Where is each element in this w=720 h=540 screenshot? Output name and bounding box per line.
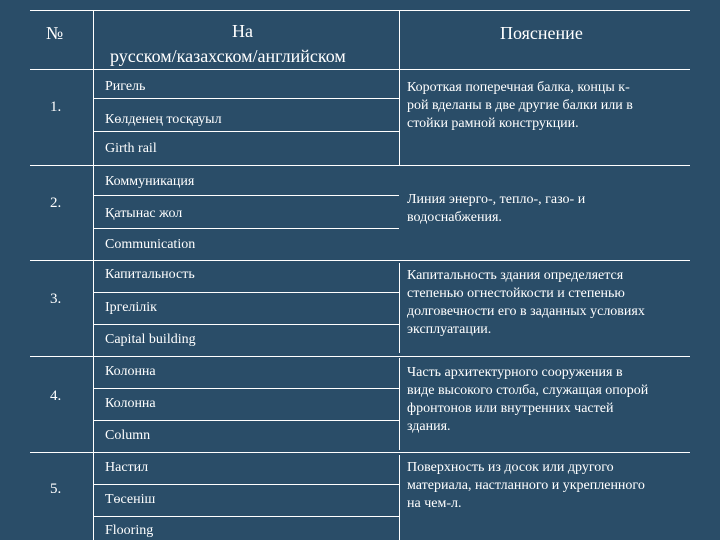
term-russian: Колонна: [105, 364, 156, 379]
term-kazakh: Көлденең тосқауыл: [105, 112, 222, 127]
term-russian: Настил: [105, 460, 149, 475]
header-term-line2: русском/казахском/английском: [110, 46, 346, 66]
term-russian: Ригель: [105, 79, 146, 94]
row-number: 1.: [50, 99, 62, 115]
explanation-text: Капитальность здания определяется степенью огнестойкости и степенью долговечности его в заданных условиях эксплуатации.: [407, 268, 645, 337]
term-kazakh: Төсеніш: [105, 492, 156, 507]
term-kazakh: Қатынас жол: [105, 206, 183, 221]
row-divider: [30, 452, 690, 453]
column-divider-terms: [399, 263, 400, 353]
row-divider: [94, 484, 399, 485]
header-explanation: Пояснение: [500, 23, 583, 43]
row-divider: [94, 195, 399, 196]
row-divider: [94, 516, 399, 517]
row-divider: [94, 388, 399, 389]
explanation-text: Линия энерго-, тепло-, газо- и водоснабжения.: [407, 192, 586, 225]
column-divider-terms: [399, 10, 400, 165]
row-number: 3.: [50, 291, 62, 307]
row-divider: [30, 165, 690, 166]
column-divider-terms: [399, 358, 400, 450]
term-english: Column: [105, 428, 151, 443]
row-divider: [94, 228, 399, 229]
term-kazakh: Колонна: [105, 396, 156, 411]
column-divider-num: [93, 10, 94, 540]
header-divider: [30, 69, 690, 70]
term-russian: Капитальность: [105, 267, 195, 282]
row-divider: [94, 98, 399, 99]
term-kazakh: Іргелілік: [105, 300, 157, 315]
term-english: Capital building: [105, 332, 196, 347]
row-number: 2.: [50, 195, 62, 211]
column-divider-terms: [399, 455, 400, 540]
term-english: Communication: [105, 237, 196, 252]
row-divider: [94, 131, 399, 132]
row-divider: [94, 420, 399, 421]
row-divider: [30, 356, 690, 357]
term-english: Girth rail: [105, 141, 157, 156]
term-russian: Коммуникация: [105, 174, 195, 189]
explanation-text: Часть архитектурного сооружения в виде высокого столба, служащая опорой фронтонов или внутренних частей здания.: [407, 365, 649, 434]
row-divider: [94, 324, 399, 325]
header-term-line1: На: [232, 21, 253, 41]
row-number: 4.: [50, 388, 62, 404]
row-number: 5.: [50, 481, 62, 497]
row-divider: [30, 260, 690, 261]
term-english: Flooring: [105, 523, 154, 538]
table-border-top: [30, 10, 690, 11]
explanation-text: Короткая поперечная балка, концы к- рой вделаны в две другие балки или в стойки рамной конструкции.: [407, 80, 633, 131]
header-num: №: [46, 23, 64, 43]
explanation-text: Поверхность из досок или другого материала, настланного и укрепленного на чем-л.: [407, 460, 645, 511]
row-divider: [94, 292, 399, 293]
